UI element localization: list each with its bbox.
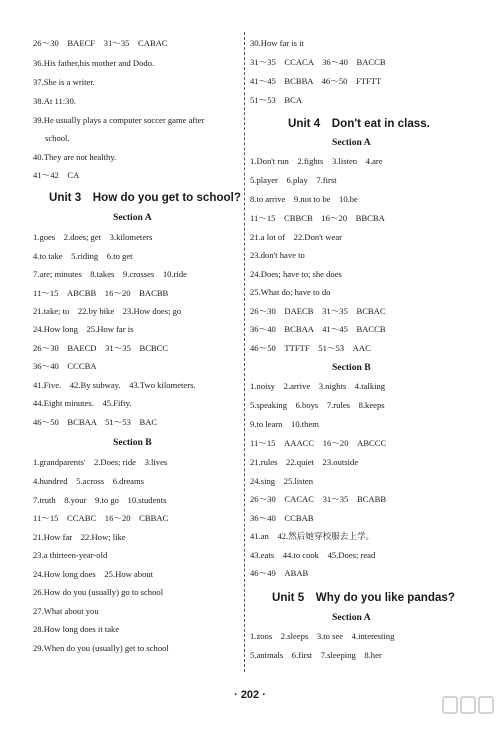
- answer-line: 4.to take 5.riding 6.to get: [33, 251, 133, 261]
- answer-line: 24.sing 25.listen: [250, 476, 314, 486]
- unit-3-section-b-heading: Section B: [113, 437, 152, 448]
- answer-line: 1.grandparents' 2.Does; ride 3.lives: [33, 457, 168, 467]
- answer-line: 51～53 BCA: [250, 95, 303, 105]
- answer-line: 11～15 CBBCB 16～20 BBCBA: [250, 213, 385, 223]
- answer-line: 41～42 CA: [33, 170, 80, 180]
- answer-line: 25.What do; have to do: [250, 287, 331, 297]
- answer-line: 38.At 11:30.: [33, 96, 76, 106]
- answer-line: 41.an 42.然后她穿校服去上学。: [250, 531, 375, 541]
- answer-line: 37.She is a writer.: [33, 77, 95, 87]
- answer-line: 11～15 AAACC 16～20 ABCCC: [250, 438, 387, 448]
- answer-line: 43.eats 44.to cook 45.Does; read: [250, 550, 376, 560]
- answer-line: 36～40 BCBAA 41～45 BACCB: [250, 324, 386, 334]
- unit-5-title: Unit 5 Why do you like pandas?: [272, 591, 455, 604]
- answer-line: 7.are; minutes 8.takes 9.crosses 10.ride: [33, 269, 187, 279]
- answer-line: 46～50 TTFTF 51～53 AAC: [250, 343, 371, 353]
- answer-line: 29.When do you (usually) get to school: [33, 643, 169, 653]
- answer-line: 5.player 6.play 7.first: [250, 175, 337, 185]
- answer-line: 36～40 CCBAB: [250, 513, 314, 523]
- answer-line: 1.goes 2.does; get 3.kilometers: [33, 232, 153, 242]
- answer-line: 21.How far 22.How; like: [33, 532, 126, 542]
- answer-line: school.: [45, 133, 70, 143]
- answer-line: 26～30 BAECF 31～35 CABAC: [33, 38, 168, 48]
- answer-line: 23.don't have to: [250, 250, 305, 260]
- unit-3-title: Unit 3 How do you get to school?: [49, 191, 241, 204]
- answer-line: 41.Five. 42.By subway. 43.Two kilometers.: [33, 380, 196, 390]
- answer-line: 26.How do you (usually) go to school: [33, 587, 164, 597]
- answer-line: 1.Don't run 2.fights 3.listen 4.are: [250, 156, 383, 166]
- answer-line: 26～30 CACAC 31～35 BCABB: [250, 494, 387, 504]
- answer-line: 44.Eight minutes. 45.Fifty.: [33, 398, 132, 408]
- unit-4-title: Unit 4 Don't eat in class.: [288, 117, 430, 130]
- answer-line: 26～30 DAECB 31～35 BCBAC: [250, 306, 386, 316]
- answer-line: 23.a thirteen-year-old: [33, 550, 108, 560]
- answer-line: 40.They are not healthy.: [33, 152, 117, 162]
- answer-line: 11～15 CCABC 16～20 CBBAC: [33, 513, 169, 523]
- page-number: · 202 ·: [234, 689, 266, 701]
- answer-line: 46～50 BCBAA 51～53 BAC: [33, 417, 158, 427]
- unit-4-section-a-heading: Section A: [332, 137, 371, 148]
- answer-line: 24.Does; have to; she does: [250, 269, 342, 279]
- answer-line: 39.He usually plays a computer soccer game after: [33, 115, 205, 125]
- answer-line: 9.to learn 10.them: [250, 419, 319, 429]
- answer-line: 36.His father,his mother and Dodo.: [33, 58, 155, 68]
- answer-line: 31～35 CCACA 36～40 BACCB: [250, 57, 386, 67]
- answer-line: 7.truth 8.your 9.to go 10.students: [33, 495, 167, 505]
- answer-line: 41～45 BCBBA 46～50 FTFTT: [250, 76, 382, 86]
- answer-line: 24.How long does 25.How about: [33, 569, 154, 579]
- answer-line: 4.hundred 5.across 6.dreams: [33, 476, 144, 486]
- answer-line: 26～30 BAECD 31～35 BCBCC: [33, 343, 169, 353]
- answer-line: 30.How far is it: [250, 38, 304, 48]
- answer-line: 24.How long 25.How far is: [33, 324, 134, 334]
- answer-line: 46～49 ABAB: [250, 568, 309, 578]
- watermark-logo-icon: [440, 694, 498, 732]
- answer-line: 21.take; to 22.by bike 23.How does; go: [33, 306, 182, 316]
- unit-5-section-a-heading: Section A: [332, 612, 371, 623]
- answer-line: 36～40 CCCBA: [33, 361, 97, 371]
- answer-line: 1.noisy 2.arrive 3.nights 4.talking: [250, 381, 386, 391]
- answer-line: 21.rules 22.quiet 23.outside: [250, 457, 359, 467]
- column-divider: [244, 32, 245, 672]
- answer-line: 1.zoos 2.sleeps 3.to see 4.interesting: [250, 631, 395, 641]
- answer-line: 5.speaking 6.boys 7.rules 8.keeps: [250, 400, 385, 410]
- unit-4-section-b-heading: Section B: [332, 362, 371, 373]
- answer-line: 5.animals 6.first 7.sleeping 8.her: [250, 650, 382, 660]
- answer-line: 28.How long does it take: [33, 624, 120, 634]
- answer-line: 11～15 ABCBB 16～20 BACBB: [33, 288, 169, 298]
- unit-3-section-a-heading: Section A: [113, 212, 152, 223]
- answer-line: 21.a lot of 22.Don't wear: [250, 232, 343, 242]
- answer-line: 8.to arrive 9.not to be 10.be: [250, 194, 358, 204]
- answer-line: 27.What about you: [33, 606, 99, 616]
